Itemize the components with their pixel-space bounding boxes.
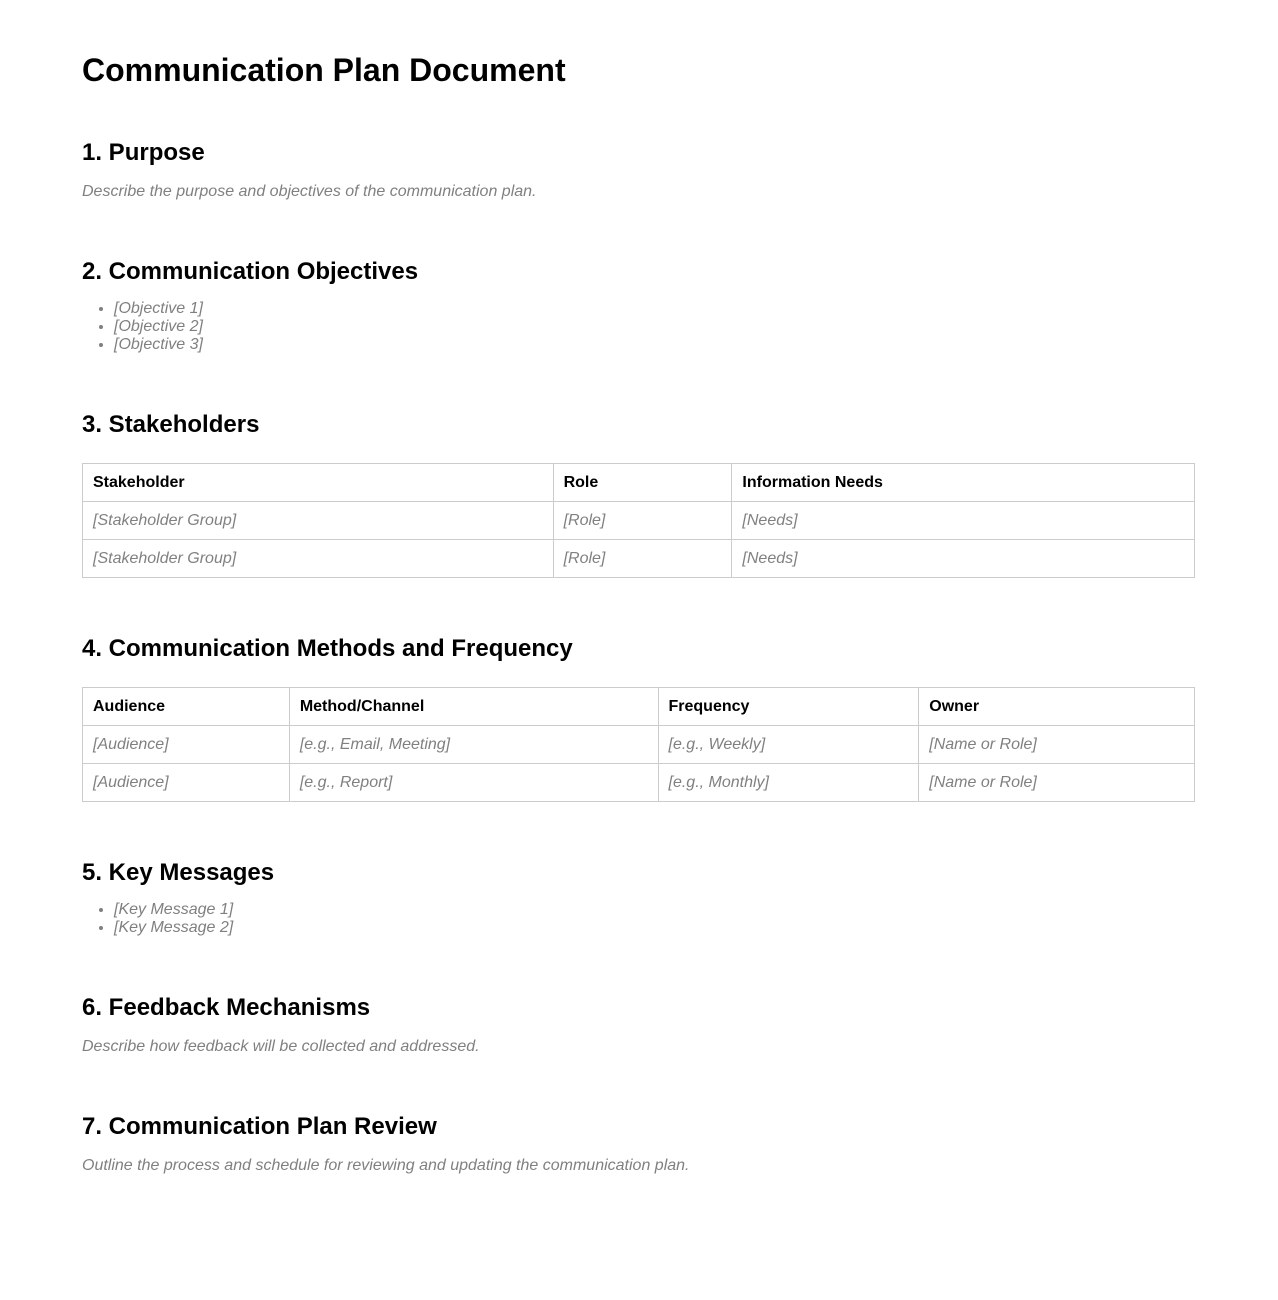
table-cell: [e.g., Email, Meeting] (289, 726, 658, 764)
section-methods (82, 635, 1195, 802)
section-heading: 3. Stakeholders (82, 411, 260, 438)
purpose-text: Describe the purpose and objectives of the communication plan. (82, 183, 537, 200)
section-objectives (82, 258, 1195, 354)
table-cell: [Stakeholder Group] (83, 540, 554, 578)
review-text: Outline the process and schedule for reviewing and updating the communication plan. (82, 1157, 690, 1174)
table-cell: [Stakeholder Group] (83, 502, 554, 540)
key-messages-list (82, 901, 1195, 937)
section-stakeholders (82, 411, 1195, 578)
objectives-list (82, 300, 1195, 354)
section-heading: 2. Communication Objectives (82, 258, 419, 285)
column-header: Audience (83, 688, 290, 726)
stakeholders-table (82, 463, 1195, 578)
section-feedback (82, 994, 1195, 1056)
table-row (83, 502, 1195, 540)
column-header: Frequency (658, 688, 919, 726)
list-item: • [Key Message 1] (114, 901, 1195, 919)
column-header: Stakeholder (83, 464, 554, 502)
table-row (83, 540, 1195, 578)
table-cell: [Needs] (732, 502, 1195, 540)
table-row (83, 726, 1195, 764)
column-header: Owner (919, 688, 1195, 726)
column-header: Role (553, 464, 732, 502)
table-header-row (83, 688, 1195, 726)
column-header: Method/Channel (289, 688, 658, 726)
section-key-messages (82, 859, 1195, 937)
column-header: Information Needs (732, 464, 1195, 502)
table-cell: [Audience] (83, 764, 290, 802)
list-item: • [Objective 1] (114, 300, 1195, 318)
table-cell: [Role] (553, 540, 732, 578)
section-heading: 5. Key Messages (82, 859, 275, 886)
table-row (83, 764, 1195, 802)
page-title: Communication Plan Document (82, 52, 566, 88)
table-cell: [Name or Role] (919, 764, 1195, 802)
section-heading: 4. Communication Methods and Frequency (82, 635, 573, 662)
table-cell: [e.g., Monthly] (658, 764, 919, 802)
list-item: • [Key Message 2] (114, 919, 1195, 937)
feedback-text: Describe how feedback will be collected and addressed. (82, 1038, 480, 1055)
table-cell: [e.g., Report] (289, 764, 658, 802)
section-heading: 6. Feedback Mechanisms (82, 994, 371, 1021)
table-header-row (83, 464, 1195, 502)
list-item: • [Objective 2] (114, 318, 1195, 336)
section-heading: 7. Communication Plan Review (82, 1113, 437, 1140)
section-heading: 1. Purpose (82, 139, 205, 166)
table-cell: [e.g., Weekly] (658, 726, 919, 764)
table-cell: [Role] (553, 502, 732, 540)
methods-table (82, 687, 1195, 802)
section-purpose (82, 139, 1195, 201)
table-cell: [Name or Role] (919, 726, 1195, 764)
list-item: • [Objective 3] (114, 336, 1195, 354)
table-cell: [Needs] (732, 540, 1195, 578)
section-review (82, 1113, 1195, 1175)
table-cell: [Audience] (83, 726, 290, 764)
